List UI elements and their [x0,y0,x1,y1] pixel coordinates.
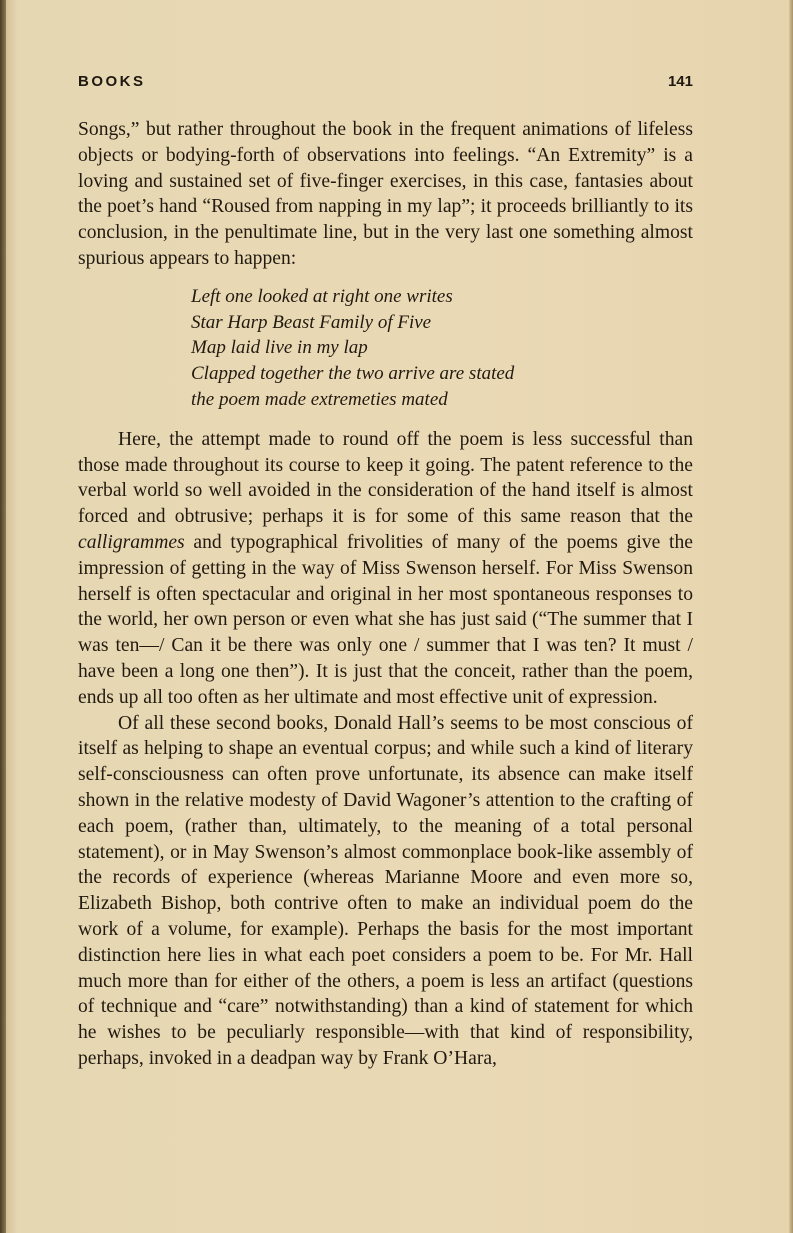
verse-line: Clapped together the two arrive are stated [191,363,515,385]
page-number: 141 [667,73,693,90]
paragraph-3: Of all these second books, Donald Hall’s seems to be most conscious of itself as helping to shape an eventual corpus; and while such a kind of literary self-consciousness can often prove unfortunate, its absence can make itself shown in the relative modesty of David Wagoner’s attention to the crafting of each poem, (rather than, ultimately, to the meaning of a total personal statement), or in May Swenson’s almost commonplace book-like assembly of the records of experience (whereas Marianne Moore and even more so, Elizabeth Bishop, both contrive often to make an individual poem do the work of a volume, for example). Perhaps the basis for the most important distinction here lies in what each poet considers a poem to be. For Mr. Hall much more than for either of the others, a poem is less an artifact (questions of technique and “care” notwithstanding) than a kind of statement for which he wishes to be peculiarly responsible—with that kind of responsibility, perhaps, invoked in a deadpan way by Frank O’Hara, [78,712,693,1069]
paragraph-2-text-a: Here, the attempt made to round off the poem is less successful than those made throughout its course to keep it going. The patent reference to the verbal world so well avoided in the consideration of the hand itself is almost forced and obtrusive; perhaps it is for some of this same reason that the [78,428,693,528]
running-title: BOOKS [78,73,146,90]
verse-line: Star Harp Beast Family of Five [191,311,432,333]
paragraph-1: Songs,” but rather throughout the book in the frequent animations of lifeless objects or bodying-forth of observations into feelings. “An Extremity” is a loving and sustained set of five-finger exercises, in this case, fantasies about the poet’s hand “Roused from napping in my lap”; it proceeds brilliantly to its conclusion, in the penultimate line, but in the very last one something almost spurious appears to happen: [78,119,693,269]
page-binding-edge [0,0,6,1233]
page-body [78,117,693,1072]
running-header [78,73,693,97]
verse-line: Left one looked at right one writes [191,285,453,307]
verse-line: the poem made extremeties mated [191,388,448,410]
paragraph-2-italic-term: calligrammes [78,531,185,553]
page-right-edge [789,0,793,1233]
verse-quotation [191,284,693,413]
paragraph-2-text-b: and typographical frivolities of many of the poems give the impression of getting in the way of Miss Swenson herself. For Miss Swenson herself is often spectacular and original in her most spontaneous responses to the world, her own person or even what she has just said (“The summer that I was ten—/ Can it be there was only one / summer that I was ten? It must / have been a long one then”). It is just that the conceit, rather than the poem, ends up all too often as her ultimate and most effective unit of expression. [78,531,693,708]
verse-line: Map laid live in my lap [191,337,368,359]
paragraph-2 [78,427,693,711]
